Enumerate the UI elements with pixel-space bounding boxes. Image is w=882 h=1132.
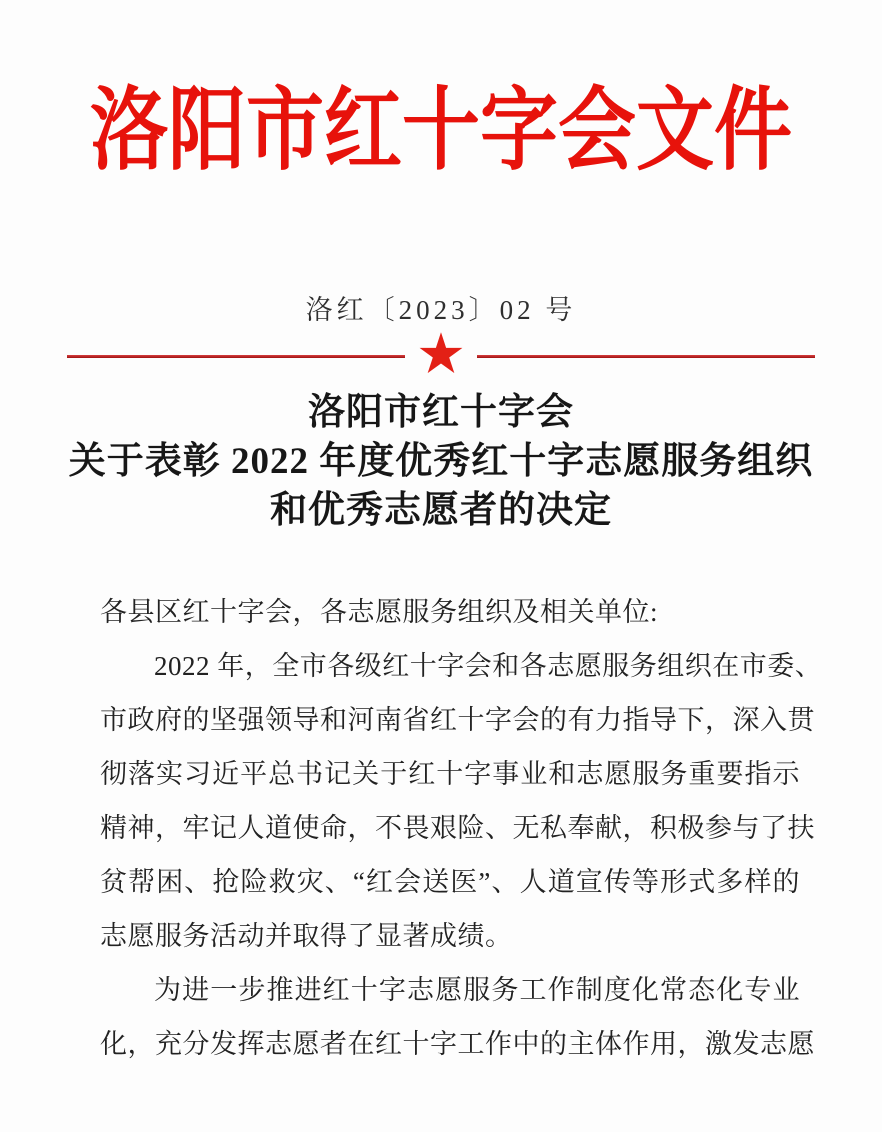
letterhead-title: 洛阳市红十字会文件 — [89, 79, 792, 181]
document-title-line-3: 和优秀志愿者的决定 — [270, 489, 612, 531]
document-number: 洛红〔2023〕02 号 — [305, 294, 577, 325]
divider-line-left — [67, 355, 405, 358]
salutation-line: 各县区红十字会，各志愿服务组织及相关单位: — [100, 596, 659, 627]
red-divider — [67, 328, 815, 380]
body-line: 彻落实习近平总书记关于红十字事业和志愿服务重要指示 — [100, 758, 800, 789]
document-title-line-2: 关于表彰 2022 年度优秀红十字志愿服务组织 — [68, 440, 814, 482]
body-line: 贫帮困、抢险救灾、“红会送医”、人道宣传等形式多样的 — [100, 866, 800, 897]
body-line: 为进一步推进红十字志愿服务工作制度化常态化专业 — [154, 974, 800, 1005]
body-line: 志愿服务活动并取得了显著成绩。 — [100, 920, 513, 951]
divider-line-right — [477, 355, 815, 358]
document-title — [0, 388, 882, 535]
document-title-line-1: 洛阳市红十字会 — [308, 391, 574, 433]
star-icon: ★ — [418, 328, 464, 380]
body-line: 2022 年，全市各级红十字会和各志愿服务组织在市委、 — [154, 650, 823, 681]
document-body — [0, 585, 882, 1071]
body-line: 市政府的坚强领导和河南省红十字会的有力指导下，深入贯 — [100, 704, 815, 735]
body-line: 化，充分发挥志愿者在红十字工作中的主体作用，激发志愿 — [100, 1028, 815, 1059]
body-line: 精神，牢记人道使命，不畏艰险、无私奉献，积极参与了扶 — [100, 812, 815, 843]
